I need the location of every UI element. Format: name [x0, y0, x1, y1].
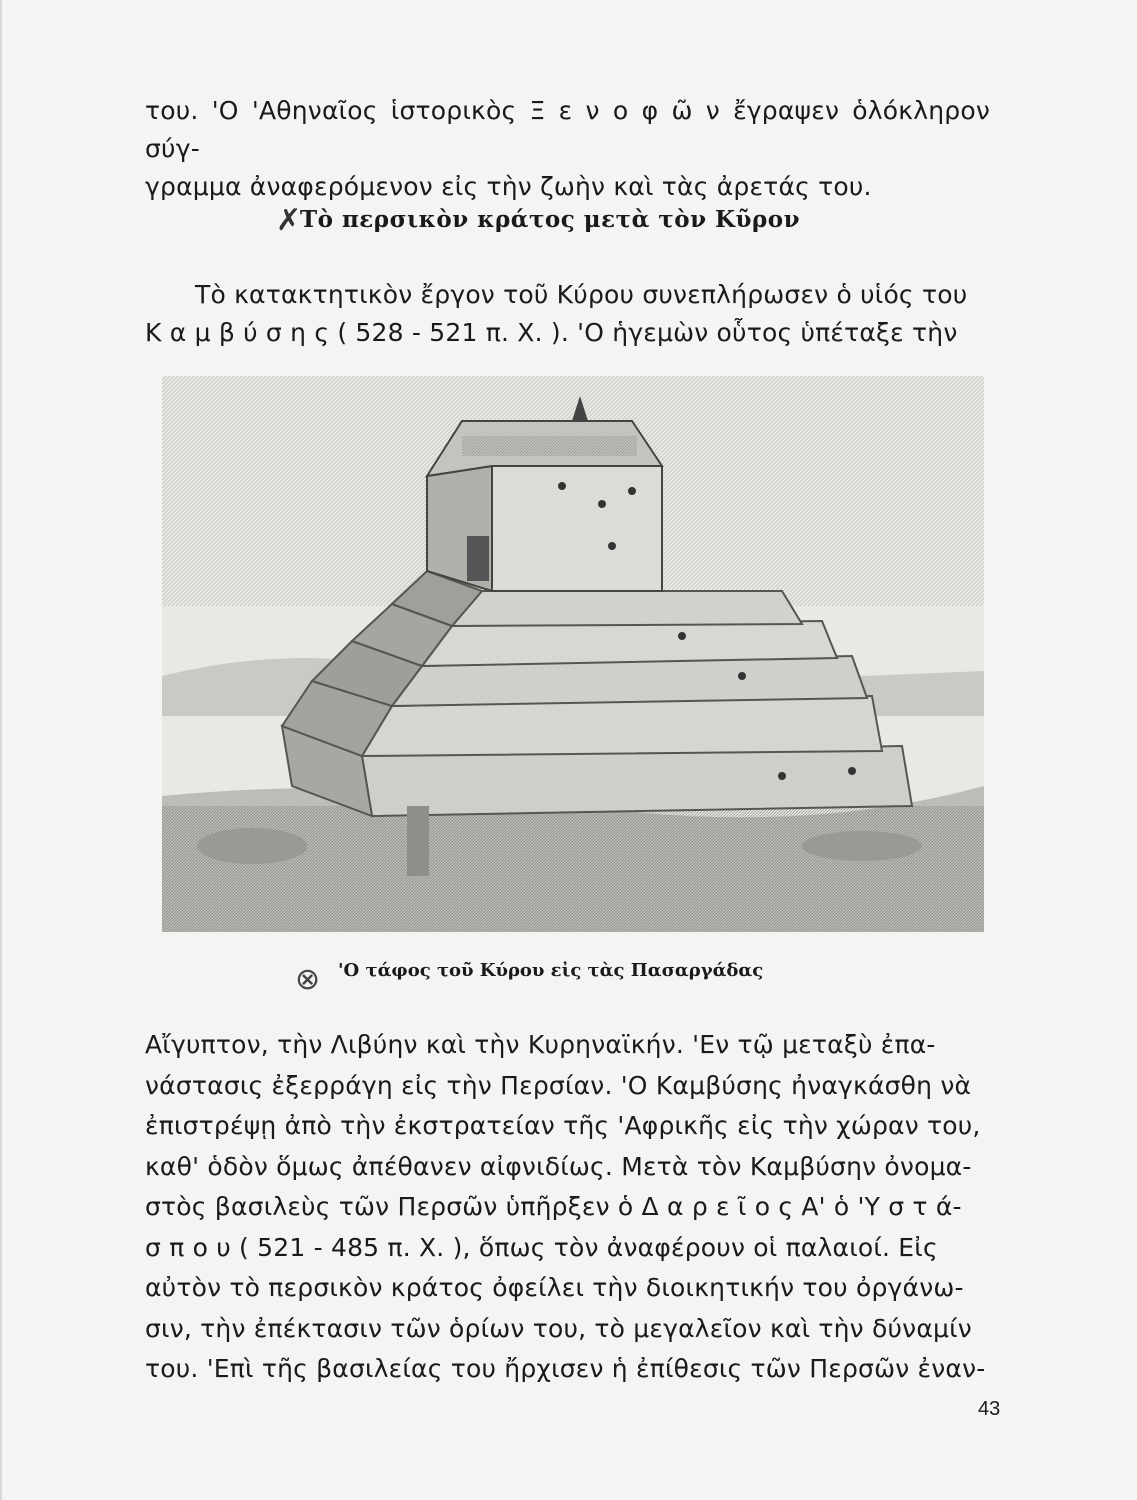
- text-line: αὐτὸν τὸ περσικὸν κράτος ὀφείλει τὴν διοικητικήν του ὀργάνω-: [145, 1273, 964, 1302]
- text-line: γραμμα ἀναφερόμενον εἰς τὴν ζωὴν καὶ τὰς ἀρετάς του.: [145, 172, 872, 201]
- text-line: Κ α μ β ύ σ η ς ( 528 - 521 π. Χ. ). 'Ο ἡγεμὼν οὗτος ὑπέταξε τὴν: [145, 318, 958, 347]
- text-line: σ π ο υ ( 521 - 485 π. Χ. ), ὅπως τὸν ἀναφέρουν οἱ παλαιοί. Εἰς: [145, 1232, 938, 1262]
- text-line: καθ' ὁδὸν ὅμως ἀπέθανεν αἰφνιδίως. Μετὰ τὸν Καμβύσην ὀνομα-: [145, 1151, 972, 1181]
- text-line: του. 'Επὶ τῆς βασιλείας του ἤρχισεν ἡ ἐπίθεσις τῶν Περσῶν ἐναν-: [145, 1354, 986, 1383]
- text-line: σιν, τὴν ἐπέκτασιν τῶν ὁρίων του, τὸ μεγαλεῖον καὶ τὴν δύναμίν: [145, 1313, 972, 1343]
- intro-paragraph: [145, 92, 990, 206]
- paragraph-dareios: [145, 1025, 990, 1390]
- tomb-illustration: [162, 376, 984, 932]
- text-line: του. 'Ο 'Αθηναῖος ἱστορικὸς Ξ ε ν ο φ ῶ ν ἔγραψεν ὁλόκληρον σύγ-: [145, 96, 990, 163]
- text-line: στὸς βασιλεὺς τῶν Περσῶν ὑπῆρξεν ὁ Δ α ρ ε ῖ ο ς Α' ὁ 'Υ σ τ ά-: [145, 1192, 962, 1221]
- page-number: 43: [978, 1398, 1001, 1420]
- handwritten-x-mark: ✗: [276, 203, 302, 238]
- tomb-of-cyrus-photo: [162, 376, 984, 932]
- text-line: νάστασις ἐξερράγη εἰς τὴν Περσίαν. 'Ο Καμβύσης ἠναγκάσθη νὰ: [145, 1070, 972, 1100]
- image-caption: 'Ο τάφος τοῦ Κύρου εἰς τὰς Πασαργάδας: [338, 960, 764, 981]
- text-line: Αἴγυπτον, τὴν Λιβύην καὶ τὴν Κυρηναϊκήν. 'Εν τῷ μεταξὺ ἐπα-: [145, 1030, 936, 1059]
- text-line: ἐπιστρέψῃ ἀπὸ τὴν ἐκστρατείαν τῆς 'Αφρικῆς εἰς τὴν χώραν του,: [145, 1111, 981, 1140]
- handwritten-circled-mark: ⊗: [295, 962, 321, 997]
- section-heading: Τὸ περσικὸν κράτος μετὰ τὸν Κῦρον: [300, 206, 801, 233]
- paragraph-kambyses: [145, 276, 990, 352]
- text-line: Τὸ κατακτητικὸν ἔργον τοῦ Κύρου συνεπλήρωσεν ὁ υἱός του: [195, 280, 968, 309]
